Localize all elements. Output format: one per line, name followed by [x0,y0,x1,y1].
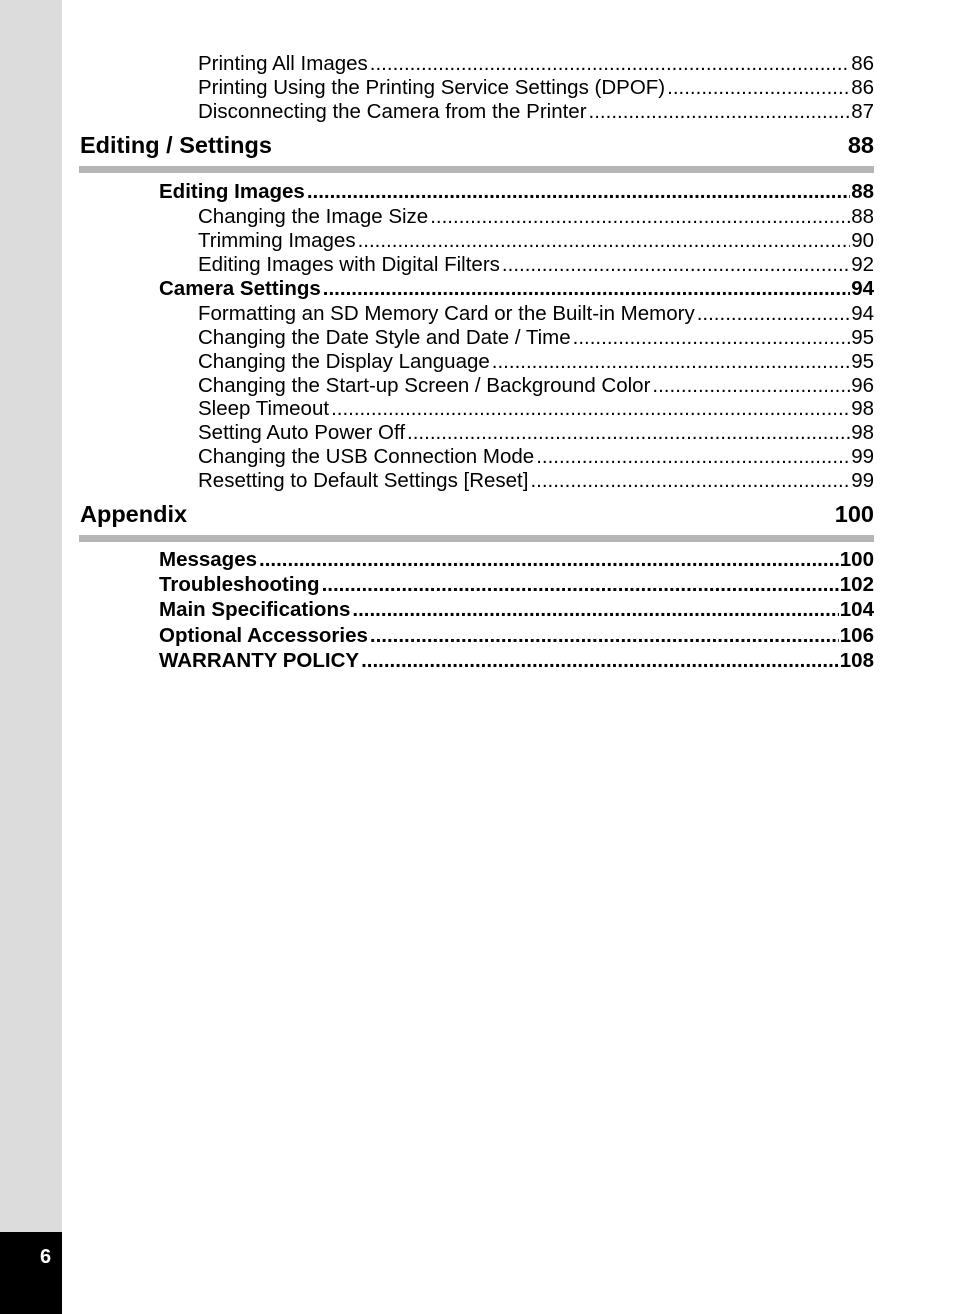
toc-entry-label: Changing the Image Size [198,205,429,228]
side-strip [0,0,62,1314]
toc-entry-page: 95 [851,326,874,349]
page-number: 6 [40,1246,52,1268]
dot-leader [530,469,850,493]
dot-leader [370,624,839,648]
section-heading-appendix[interactable] [80,499,874,529]
dot-leader [407,421,850,445]
toc-entry-page: 92 [851,253,874,276]
toc-entry-editing-images[interactable] [159,180,874,204]
toc-entry-trimming-images[interactable] [198,229,874,253]
dot-leader [307,180,850,204]
toc-entry-label: Disconnecting the Camera from the Printer [198,100,587,123]
toc-entry-label: Formatting an SD Memory Card or the Built-in Memory [198,302,695,325]
dot-leader [502,253,850,277]
toc-entry-auto-power-off[interactable] [198,421,874,445]
toc-entry-page: 94 [851,302,874,325]
toc-entry-messages[interactable] [159,548,874,572]
toc-entry-disconnecting-camera[interactable] [198,100,874,124]
toc-entry-label: Trimming Images [198,229,356,252]
toc-entry-label: Editing Images [159,180,305,203]
section-page: 88 [847,132,874,158]
toc-entry-page: 96 [851,374,874,397]
toc-entry-printing-dpof[interactable] [198,76,874,100]
toc-entry-digital-filters[interactable] [198,253,874,277]
toc-entry-label: Setting Auto Power Off [198,421,406,444]
toc-entry-page: 86 [851,52,874,75]
dot-leader [697,302,850,326]
toc-entry-changing-image-size[interactable] [198,205,874,229]
dot-leader [430,205,850,229]
toc-entry-printing-all-images[interactable] [198,52,874,76]
toc-entry-page: 88 [851,205,874,228]
toc-entry-label: Printing Using the Printing Service Settings (DPOF) [198,76,666,99]
dot-leader [370,52,850,76]
toc-entry-page: 100 [839,548,874,571]
toc-entry-camera-settings[interactable] [159,277,874,301]
toc-entry-label: Printing All Images [198,52,368,75]
toc-entry-page: 99 [851,469,874,492]
toc-entry-page: 98 [851,421,874,444]
dot-leader [331,397,850,421]
toc-entry-label: Resetting to Default Settings [Reset] [198,469,529,492]
dot-leader [536,445,850,469]
toc-entry-page: 88 [851,180,874,203]
toc-entry-page: 94 [851,277,874,300]
section-title: Editing / Settings [80,132,272,158]
toc-entry-troubleshooting[interactable] [159,573,874,597]
toc-entry-page: 86 [851,76,874,99]
dot-leader [352,598,838,622]
dot-leader [259,548,839,572]
toc-entry-optional-accessories[interactable] [159,624,874,648]
section-divider [79,535,874,542]
toc-entry-page: 104 [839,598,874,621]
toc-entry-label: Optional Accessories [159,624,368,647]
toc-entry-label: Main Specifications [159,598,351,621]
toc-entry-label: Sleep Timeout [198,397,330,420]
section-title: Appendix [80,501,188,527]
toc-entry-label: Changing the USB Connection Mode [198,445,535,468]
dot-leader [492,350,850,374]
toc-entry-label: Changing the Date Style and Date / Time [198,326,571,349]
dot-leader [589,100,851,124]
toc-entry-label: Changing the Start-up Screen / Background Color [198,374,651,397]
page-number-tab [0,1232,62,1314]
toc-entry-reset[interactable] [198,469,874,493]
dot-leader [573,326,851,350]
section-page: 100 [834,501,874,527]
toc-entry-label: Changing the Display Language [198,350,490,373]
toc-entry-warranty-policy[interactable] [159,649,874,673]
toc-entry-label: Messages [159,548,258,571]
dot-leader [323,277,850,301]
section-divider [79,166,874,173]
dot-leader [361,649,839,673]
toc-entry-label: WARRANTY POLICY [159,649,360,672]
toc-entry-page: 102 [839,573,874,596]
toc-entry-display-language[interactable] [198,350,874,374]
toc-entry-page: 90 [851,229,874,252]
dot-leader [667,76,850,100]
toc-entry-date-time[interactable] [198,326,874,350]
toc-entry-usb-connection[interactable] [198,445,874,469]
toc-entry-label: Editing Images with Digital Filters [198,253,500,276]
toc-entry-page: 108 [839,649,874,672]
toc-entry-page: 99 [851,445,874,468]
dot-leader [322,573,839,597]
toc-entry-page: 95 [851,350,874,373]
toc-entry-main-specifications[interactable] [159,598,874,622]
toc-entry-sleep-timeout[interactable] [198,397,874,421]
toc-entry-page: 106 [839,624,874,647]
dot-leader [358,229,851,253]
toc-entry-label: Troubleshooting [159,573,320,596]
toc-entry-page: 87 [851,100,874,123]
toc-entry-startup-screen[interactable] [198,374,874,398]
toc-entry-label: Camera Settings [159,277,321,300]
toc-entry-page: 98 [851,397,874,420]
dot-leader [652,374,850,398]
toc-entry-formatting-sd[interactable] [198,302,874,326]
section-heading-editing-settings[interactable] [80,130,874,160]
